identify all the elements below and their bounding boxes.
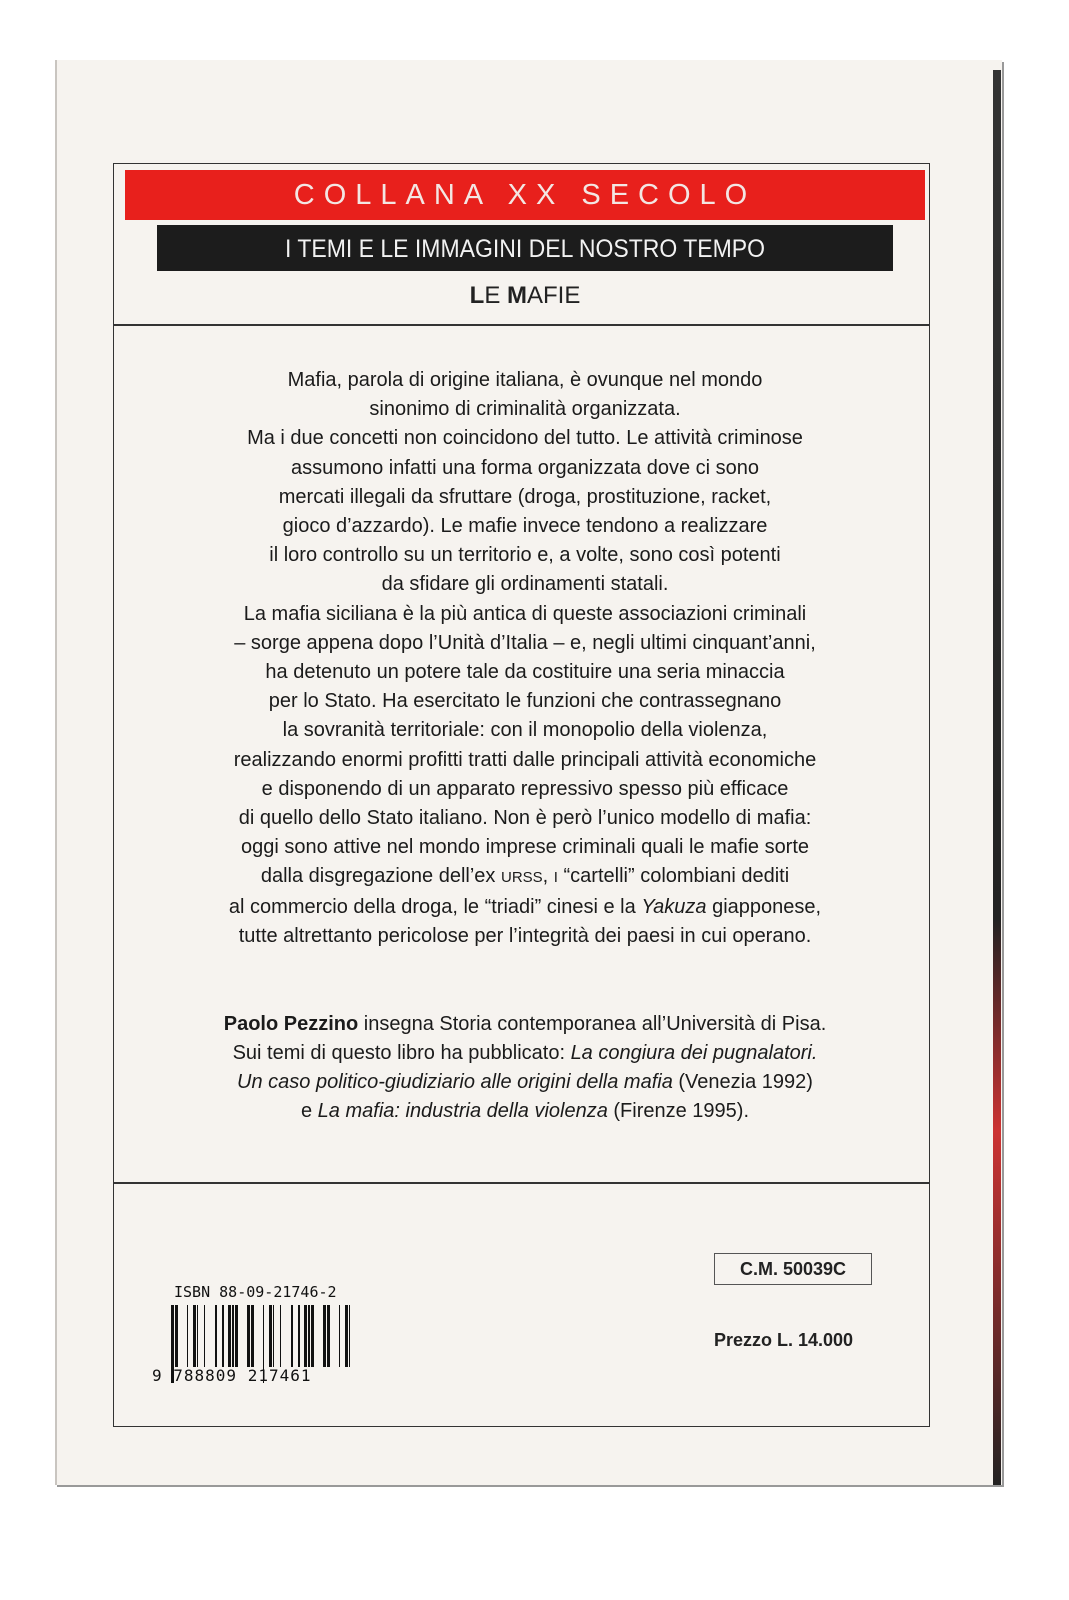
text-line	[130, 1010, 920, 1039]
barcode-bar	[269, 1305, 272, 1367]
text-segment: gioco d’azzardo). Le mafie invece tendono a realizzare	[282, 515, 768, 538]
text-segment: la sovranità territoriale: con il monopolio della violenza,	[282, 719, 768, 742]
barcode-bar	[280, 1305, 281, 1367]
text-line	[130, 833, 920, 862]
author-bio	[130, 1010, 920, 1126]
text-segment: Ma i due concetti non coincidono del tutto. Le attività criminose	[247, 427, 803, 450]
barcode-bar	[345, 1305, 348, 1367]
text-segment: e disponendo di un apparato repressivo spesso più efficace	[261, 777, 789, 800]
barcode-bar	[349, 1305, 350, 1367]
barcode-number: 9 788809 217461	[152, 1366, 312, 1385]
text-line	[130, 1039, 920, 1068]
text-segment: ,	[542, 865, 554, 888]
text-line	[130, 658, 920, 687]
text-segment: La mafia siciliana è la più antica di queste associazioni criminali	[243, 602, 807, 625]
text-segment: e	[300, 1100, 318, 1122]
barcode-bar	[187, 1305, 188, 1367]
text-line	[130, 395, 920, 424]
barcode-bar	[228, 1305, 231, 1367]
text-segment: mercati illegali da sfruttare (droga, prostituzione, racket,	[278, 485, 772, 508]
text-segment: oggi sono attive nel mondo imprese criminali quali le mafie sorte	[240, 836, 810, 859]
text-line	[130, 483, 920, 512]
text-line	[130, 366, 920, 395]
barcode-bar	[298, 1305, 300, 1367]
series-name-banner: COLLANA XX SECOLO	[125, 170, 925, 220]
text-segment: assumono infatti una forma organizzata dove ci sono	[290, 456, 760, 479]
text-line	[130, 600, 920, 629]
text-segment: (Firenze 1995).	[607, 1100, 750, 1122]
text-segment: La congiura dei pugnalatori.	[570, 1042, 818, 1064]
text-segment: il loro controllo su un territorio e, a volte, sono così potenti	[269, 544, 781, 567]
text-line	[130, 687, 920, 716]
book-spine-edge	[993, 70, 1001, 1485]
text-segment: realizzando enormi profitti tratti dalle principali attività economiche	[233, 748, 817, 771]
text-line	[130, 570, 920, 599]
text-segment: URSS	[500, 869, 543, 887]
barcode-bar	[308, 1305, 310, 1367]
text-line	[130, 862, 920, 892]
barcode-bar	[291, 1305, 293, 1367]
text-segment: sinonimo di criminalità organizzata.	[369, 398, 681, 421]
title-initial: L	[469, 282, 485, 309]
barcode-bar	[247, 1305, 250, 1367]
series-subtitle-banner: I TEMI E LE IMMAGINI DEL NOSTRO TEMPO	[157, 225, 893, 271]
text-line	[130, 454, 920, 483]
text-segment: tutte altrettanto pericolose per l’integrità dei paesi in cui operano.	[238, 924, 812, 947]
text-line	[130, 746, 920, 775]
text-segment: al commercio della droga, le “triadi” cinesi e la	[228, 895, 642, 918]
barcode-bar	[215, 1305, 217, 1367]
text-segment: Mafia, parola di origine italiana, è ovunque nel mondo	[287, 369, 763, 391]
text-segment: per lo Stato. Ha esercitato le funzioni che contrassegnano	[268, 690, 782, 713]
text-segment: La mafia: industria della violenza	[317, 1100, 608, 1122]
text-segment: I	[553, 869, 558, 887]
barcode-bar	[304, 1305, 307, 1367]
text-segment: “cartelli” colombiani dediti	[557, 865, 790, 888]
text-line	[130, 804, 920, 833]
text-segment: Paolo Pezzino	[223, 1013, 359, 1035]
text-line	[130, 893, 920, 922]
text-segment: da sfidare gli ordinamenti statali.	[381, 573, 669, 596]
text-line	[130, 629, 920, 658]
text-line	[130, 1068, 920, 1097]
cm-code: C.M. 50039C	[714, 1253, 872, 1285]
text-segment: dalla disgregazione dell’ex	[260, 865, 501, 888]
text-line	[130, 512, 920, 541]
isbn: ISBN 88-09-21746-2	[174, 1283, 337, 1301]
text-segment: Un caso politico-giudiziario alle origini della mafia	[237, 1071, 673, 1093]
text-segment: Yakuza	[641, 895, 707, 918]
title-text: E	[484, 282, 507, 309]
barcode-bar	[323, 1305, 326, 1367]
text-line	[130, 424, 920, 453]
title-initial: M	[507, 282, 527, 309]
text-segment: ha detenuto un potere tale da costituire una seria minaccia	[265, 661, 785, 684]
barcode-bar	[232, 1305, 234, 1367]
price: Prezzo L. 14.000	[714, 1330, 854, 1350]
barcode-bar	[327, 1305, 330, 1367]
book-title	[125, 282, 925, 310]
barcode-bar	[251, 1305, 254, 1367]
text-line	[130, 1097, 920, 1126]
text-line	[130, 922, 920, 951]
barcode-bar	[311, 1305, 314, 1367]
text-line	[130, 541, 920, 570]
text-segment: di quello dello Stato italiano. Non è però l’unico modello di mafia:	[238, 807, 812, 830]
blurb-text	[130, 366, 920, 951]
text-line	[130, 716, 920, 745]
text-segment: (Venezia 1992)	[672, 1071, 813, 1093]
text-segment: giapponese,	[706, 895, 822, 918]
barcode-bar	[175, 1305, 178, 1367]
divider	[113, 324, 930, 326]
title-text: AFIE	[527, 282, 581, 309]
text-segment: – sorge appena dopo l’Unità d’Italia – e, negli ultimi cinquant’anni,	[234, 631, 816, 654]
divider	[113, 1182, 930, 1184]
text-segment: Sui temi di questo libro ha pubblicato:	[232, 1042, 571, 1064]
barcode-bar	[273, 1305, 274, 1367]
barcode-bar	[235, 1305, 238, 1367]
text-line	[130, 775, 920, 804]
barcode-bar	[193, 1305, 196, 1367]
barcode-bar	[197, 1305, 198, 1367]
text-segment: insegna Storia contemporanea all’Università di Pisa.	[358, 1013, 827, 1035]
barcode-bar	[204, 1305, 205, 1367]
barcode-bar	[339, 1305, 340, 1367]
barcode-bar	[222, 1305, 224, 1367]
